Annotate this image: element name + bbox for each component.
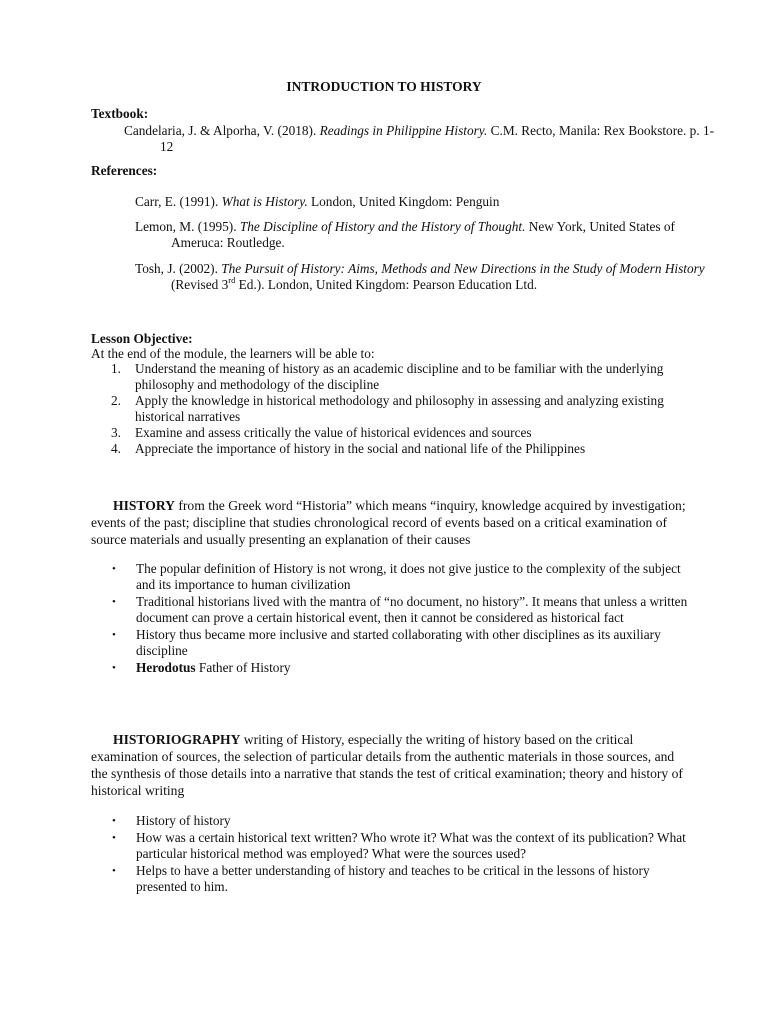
bullet-text: Father of History [195, 660, 291, 675]
list-item [91, 660, 691, 676]
history-term: HISTORY [113, 498, 175, 513]
list-item [91, 813, 691, 829]
history-bullet-list [91, 561, 691, 677]
bullet-text: History of history [136, 813, 231, 828]
history-definition-text: from the Greek word “Historia” which means “inquiry, knowledge acquired by investigation; events of the past; discipline that studies chronological record of events based on a critical examination of source materials and usually presenting an explanation of their causes [91, 498, 686, 547]
bullet-icon: • [112, 662, 116, 674]
objective-item [91, 361, 691, 393]
history-definition [91, 497, 691, 548]
textbook-heading: Textbook: [91, 106, 149, 121]
lesson-objective-intro: At the end of the module, the learners will be able to: [91, 346, 375, 361]
bullet-text: Helps to have a better understanding of history and teaches to be critical in the lessons of history presented to him. [136, 863, 650, 894]
textbook-citation [124, 123, 720, 155]
reference-title: What is History. [221, 194, 308, 209]
reference-item [135, 219, 716, 251]
textbook-title: Readings in Philippine History. [319, 123, 488, 138]
objective-list [91, 361, 691, 457]
reference-item [135, 194, 716, 210]
bullet-icon: • [112, 563, 116, 575]
page-title: INTRODUCTION TO HISTORY [286, 79, 482, 94]
bullet-icon: • [112, 865, 116, 877]
historiography-definition-text: writing of History, especially the writing of history based on the critical examination of sources, the selection of particular details from the authentic materials in those sources, and the synthesis of those details into a narrative that stands the test of critical examination; theory and history of historical writing [91, 732, 683, 798]
reference-item [135, 261, 716, 293]
bullet-bold: Herodotus [136, 660, 196, 675]
bullet-icon: • [112, 832, 116, 844]
historiography-definition [91, 731, 691, 799]
list-item [91, 830, 691, 862]
list-item [91, 594, 691, 626]
historiography-term: HISTORIOGRAPHY [113, 732, 241, 747]
reference-publisher: New York, United States of Ameruca: Routledge. [171, 219, 675, 250]
objective-number: 4. [111, 441, 121, 456]
reference-authors: Tosh, J. (2002). [135, 261, 222, 276]
reference-edition: (Revised 3 [171, 277, 229, 292]
list-item [91, 561, 691, 593]
bullet-text: How was a certain historical text written? Who wrote it? What was the context of its publication? What particular historical method was employed? What were the sources used? [136, 830, 686, 861]
objective-number: 3. [111, 425, 121, 440]
reference-publisher: Ed.). London, United Kingdom: Pearson Education Ltd. [235, 277, 538, 292]
objective-text: Examine and assess critically the value of historical evidences and sources [135, 425, 532, 440]
objective-text: Appreciate the importance of history in the social and national life of the Philippines [135, 441, 586, 456]
bullet-text: History thus became more inclusive and started collaborating with other disciplines as its auxiliary discipline [136, 627, 661, 658]
list-item [91, 863, 691, 895]
lesson-objective-heading: Lesson Objective: [91, 331, 193, 346]
reference-title: The Discipline of History and the History of Thought. [239, 219, 526, 234]
historiography-bullet-list [91, 813, 691, 896]
objective-text: Understand the meaning of history as an academic discipline and to be familiar with the underlying philosophy and methodology of the discipline [135, 361, 664, 392]
bullet-text: The popular definition of History is not wrong, it does not give justice to the complexity of the subject and its importance to human civilization [136, 561, 681, 592]
bullet-icon: • [112, 629, 116, 641]
bullet-icon: • [112, 596, 116, 608]
list-item [91, 627, 691, 659]
objective-item [91, 441, 691, 457]
references-heading: References: [91, 163, 158, 178]
textbook-authors: Candelaria, J. & Alporha, V. (2018). [124, 123, 320, 138]
reference-authors: Lemon, M. (1995). [135, 219, 240, 234]
reference-publisher: London, United Kingdom: Penguin [307, 194, 500, 209]
reference-title: The Pursuit of History: Aims, Methods and New Directions in the Study of Modern History [221, 261, 705, 276]
reference-edition-sup: rd [228, 274, 236, 285]
textbook-publisher: C.M. Recto, Manila: Rex Bookstore. p. 1-12 [160, 123, 715, 154]
objective-number: 2. [111, 393, 121, 408]
objective-item [91, 393, 691, 425]
bullet-text: Traditional historians lived with the mantra of “no document, no history”. It means that unless a written document can prove a certain historical event, then it cannot be considered as historical fact [136, 594, 688, 625]
objective-number: 1. [111, 361, 121, 376]
reference-authors: Carr, E. (1991). [135, 194, 222, 209]
objective-item [91, 425, 691, 441]
bullet-icon: • [112, 815, 116, 827]
objective-text: Apply the knowledge in historical methodology and philosophy in assessing and analyzing existing historical narratives [135, 393, 664, 424]
